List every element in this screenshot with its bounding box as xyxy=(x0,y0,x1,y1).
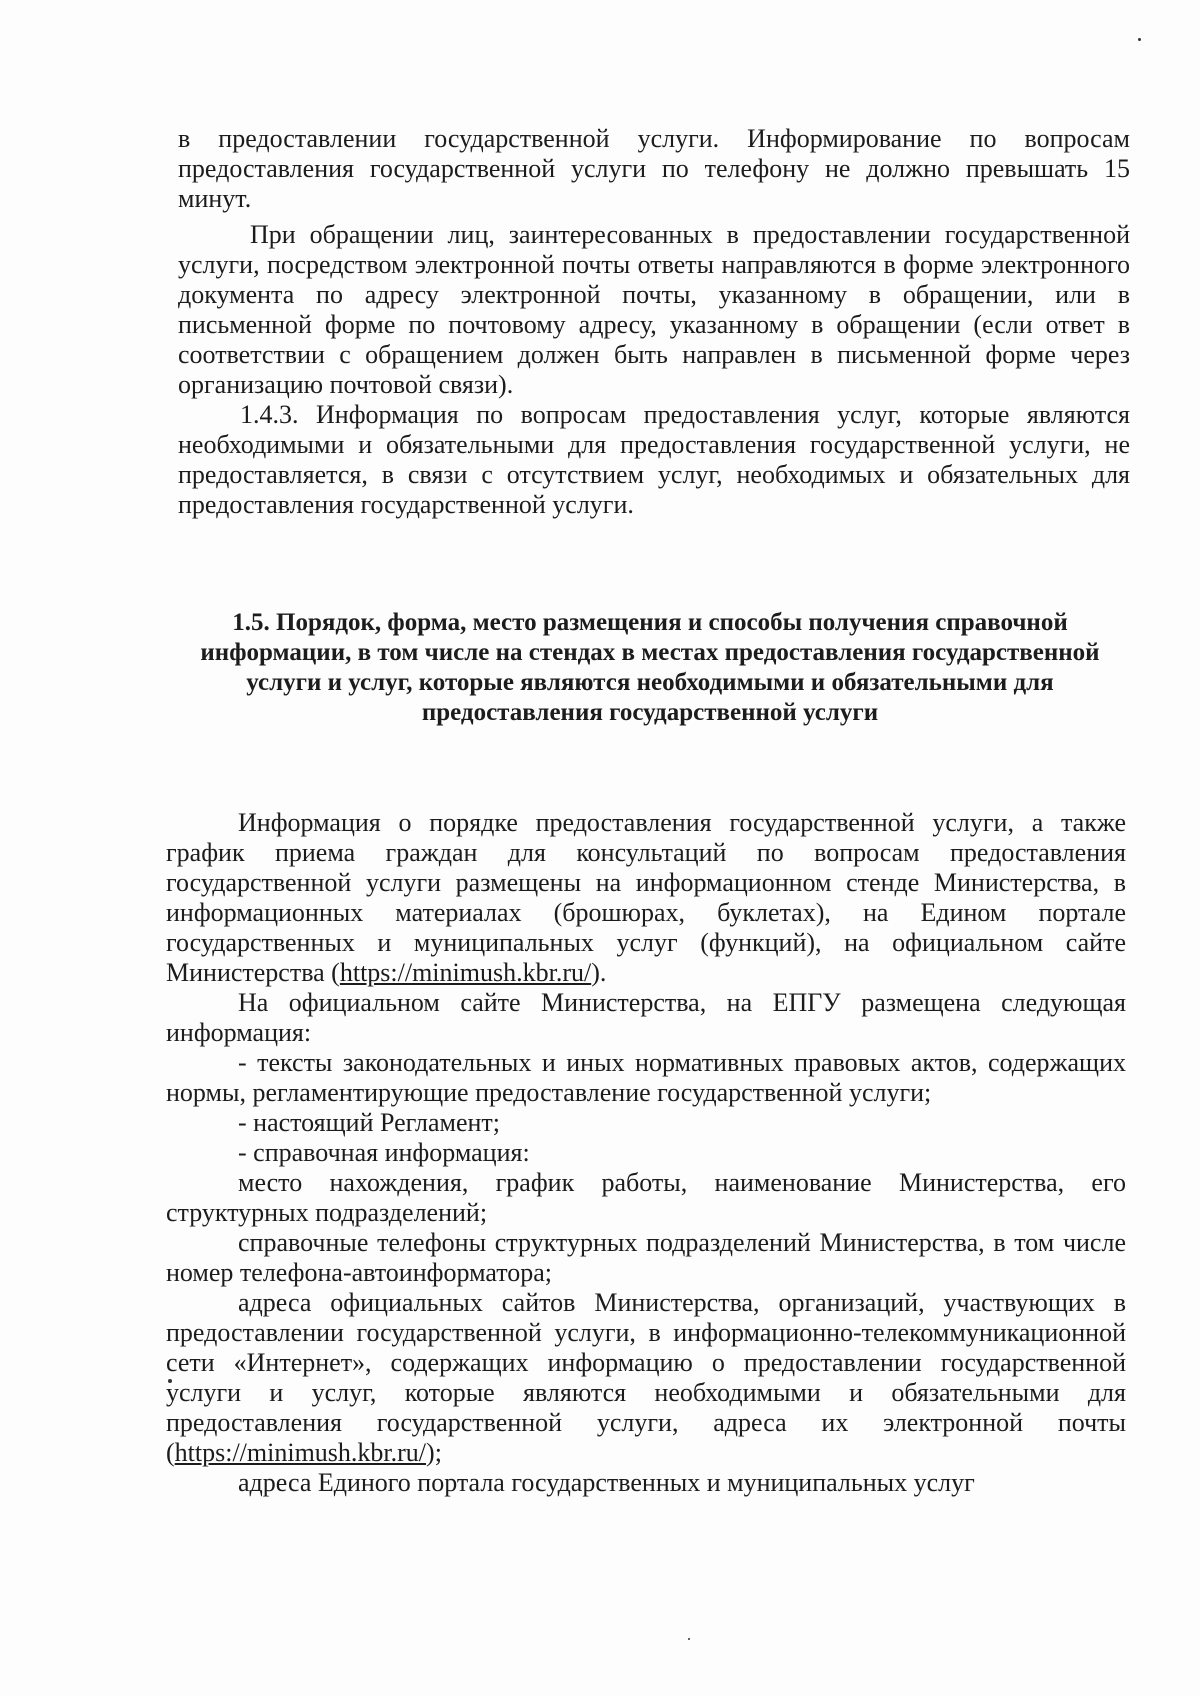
paragraph-info-placement xyxy=(166,808,1126,988)
paragraph-consultation-time: в предоставлении государственной услуги. Информирование по вопросам предоставления государственной услуги по телефону не должно превышать 15 минут. xyxy=(178,124,1130,213)
ministry-site-link-2[interactable]: https://minimush.kbr.ru/ xyxy=(174,1438,427,1467)
paragraph-portal-addresses: адреса Единого портала государственных и муниципальных услуг xyxy=(238,1468,975,1497)
paragraph-info-placement-end: ). xyxy=(591,958,607,987)
paragraph-official-sites-end: ); xyxy=(426,1438,442,1467)
list-item-regulation: - настоящий Регламент; xyxy=(238,1108,500,1137)
ministry-site-link[interactable]: https://minimush.kbr.ru/ xyxy=(339,958,592,987)
paragraph-site-info-intro: На официальном сайте Министерства, на ЕПГУ размещена следующая информация: xyxy=(166,988,1126,1047)
paragraph-email-requests: При обращении лиц, заинтересованных в предоставлении государственной услуги, посредством электронной почты ответы направляются в форме электронного документа по адресу электронной почты, указанному в обращении, или в письменной форме по почтовому адресу, указанному в обращении (если ответ в соответствии с обращением должен быть направлен в письменной форме через организацию почтовой связи). xyxy=(178,220,1130,399)
paragraph-reference-phones: справочные телефоны структурных подразделений Министерства, в том числе номер телефона-автоинформатора; xyxy=(166,1228,1126,1287)
list-item-reference-info: - справочная информация: xyxy=(238,1138,530,1167)
scan-speck xyxy=(1138,38,1141,41)
paragraph-official-sites xyxy=(166,1288,1126,1468)
top-text-block xyxy=(178,124,1130,520)
paragraph-official-sites-text: адреса официальных сайтов Министерства, организаций, участвующих в предоставлении государственной услуги, в информационно-телекоммуникационной сети «Интернет», содержащих информацию о предоставлении государственной услуги и услуг, которые являются необходимыми и обязательными для предоставления государственной услуги, адреса их электронной почты ( xyxy=(166,1288,1126,1467)
list-item-legal-acts: - тексты законодательных и иных нормативных правовых актов, содержащих нормы, регламентирующие предоставление государственной услуги; xyxy=(166,1048,1126,1107)
paragraph-location-schedule: место нахождения, график работы, наименование Министерства, его структурных подразделений; xyxy=(166,1168,1126,1227)
paragraph-info-placement-text: Информация о порядке предоставления государственной услуги, а также график приема граждан для консультаций по вопросам предоставления государственной услуги размещены на информационном стенде Министерства, в информационных материалах (брошюрах, буклетах), на Едином портале государственных и муниципальных услуг (функций), на официальном сайте Министерства ( xyxy=(166,808,1126,987)
scan-speck xyxy=(688,1638,690,1640)
body-text-block xyxy=(166,808,1126,1498)
section-heading-1-5: 1.5. Порядок, форма, место размещения и способы получения справочной информации, в том числе на стендах в местах предоставления государственной услуги и услуг, которые являются необходимыми и обязательными для предоставления государственной услуги xyxy=(200,609,1100,726)
paragraph-1-4-3: 1.4.3. Информация по вопросам предоставления услуг, которые являются необходимыми и обязательными для предоставления государственной услуги, не предоставляется, в связи с отсутствием услуг, необходимых и обязательных для предоставления государственной услуги. xyxy=(178,400,1130,519)
